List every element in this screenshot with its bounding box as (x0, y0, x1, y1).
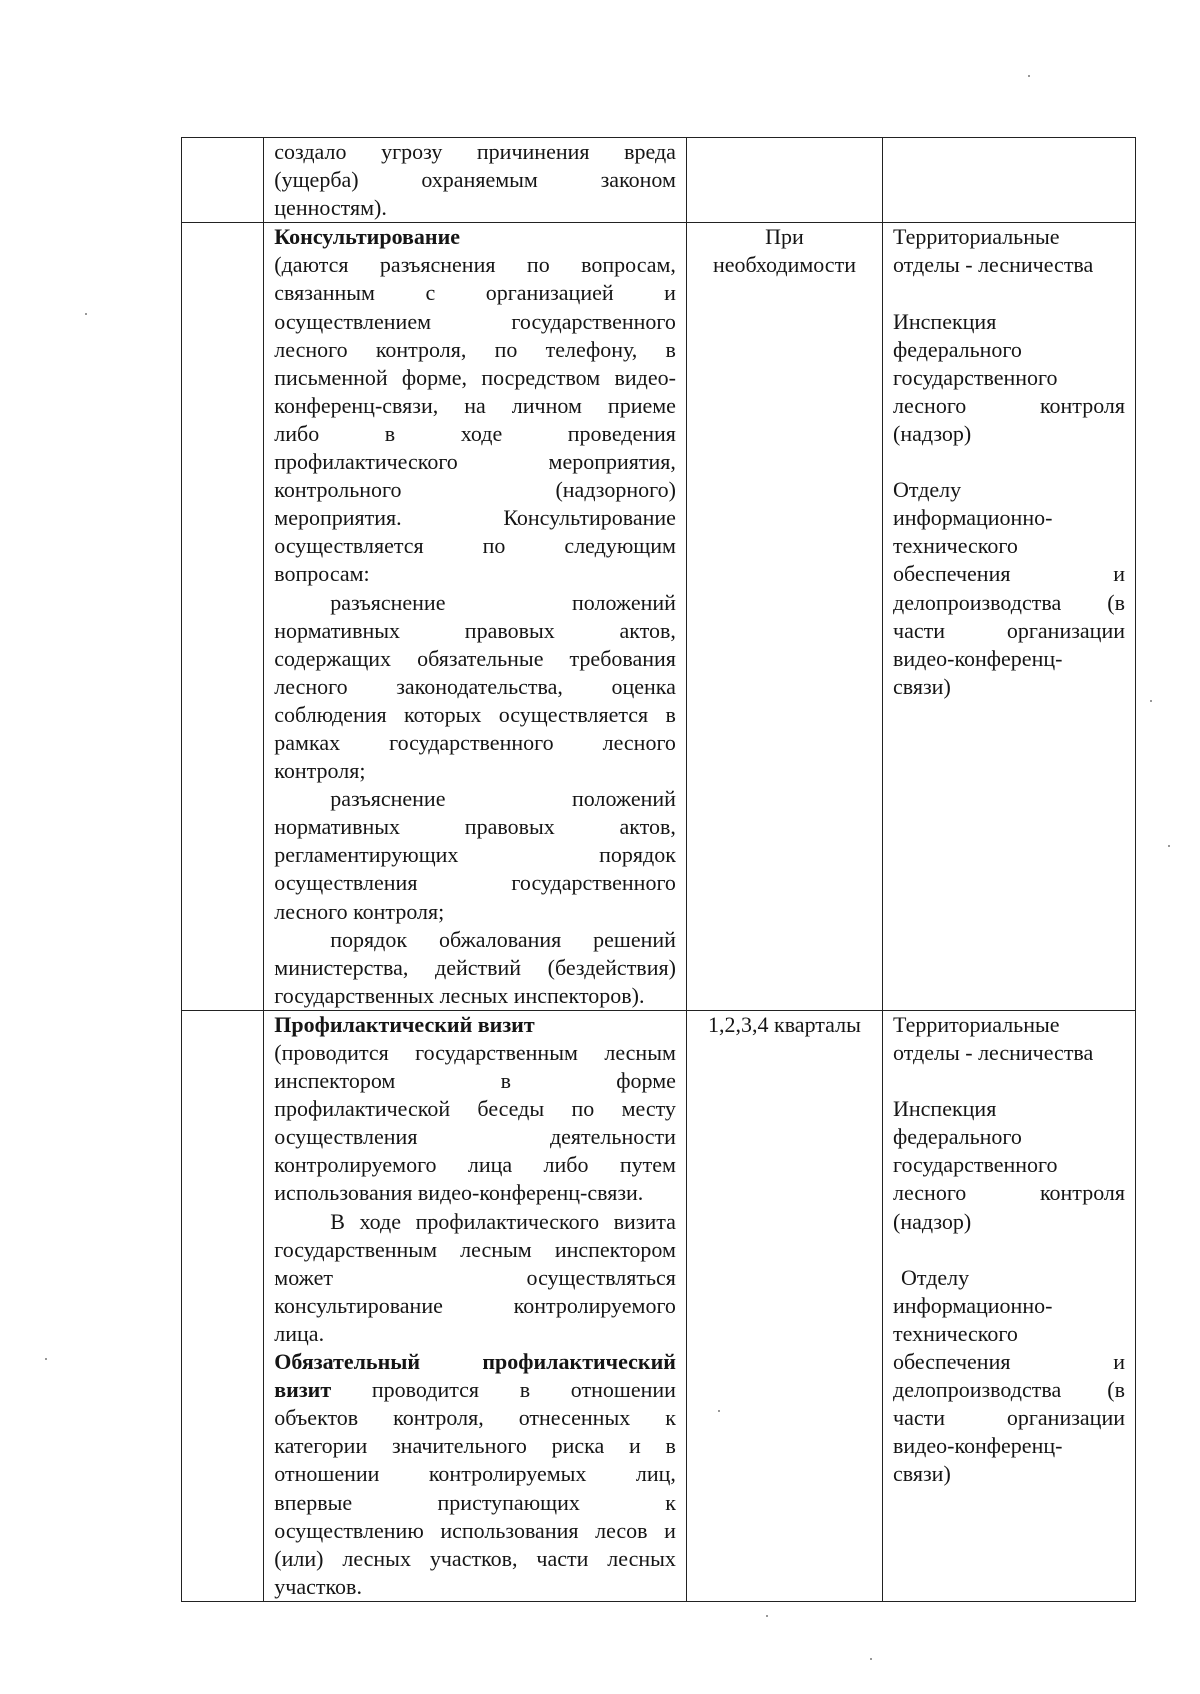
text-line: контролируемого лица либо путем (274, 1152, 676, 1178)
row-number-cell (182, 1010, 264, 1601)
period-text: необходимости (712, 252, 856, 278)
text-line: может осуществляться (274, 1264, 676, 1290)
text-line: связанным с организацией и (274, 280, 676, 306)
text-line: нормативных правовых актов, (274, 814, 676, 840)
text-line: порядок обжалования решений (330, 926, 676, 952)
mandatory-visit-title-end: визит (274, 1377, 332, 1403)
text-line: вопросам: (274, 561, 370, 587)
measure-cell (264, 1010, 687, 1601)
responsible-cell (883, 138, 1136, 223)
text-line: осуществления деятельности (274, 1124, 676, 1150)
table-row (182, 138, 1136, 223)
responsible-line: Инспекция (893, 1096, 997, 1122)
scan-speck (1168, 845, 1170, 847)
text-line: государственным лесным инспектором (274, 1236, 676, 1262)
text-line: профилактического мероприятия, (274, 449, 676, 475)
text-line: (даются разъяснения по вопросам, (274, 252, 676, 278)
responsible-line: информационно- (893, 505, 1053, 531)
responsible-line: федерального (893, 336, 1022, 362)
measure-cell (264, 223, 687, 1011)
text-fragment: проводится в отношении (371, 1377, 676, 1403)
period-cell (686, 223, 882, 1011)
text-line: лица. (274, 1320, 325, 1346)
responsible-line: технического (893, 1320, 1018, 1346)
text-line: осуществлением государственного (274, 308, 676, 334)
scan-speck (85, 313, 87, 315)
responsible-line: лесного контроля (893, 1180, 1125, 1206)
text-line: контрольного (надзорного) (274, 477, 676, 503)
scan-speck (870, 1658, 872, 1660)
period-cell (686, 138, 882, 223)
responsible-line: отделы - лесничества (893, 1040, 1094, 1065)
text-line: разъяснение положений (330, 786, 676, 812)
responsible-line: видео-конференц- (893, 645, 1063, 671)
text-line: осуществляется по следующим (274, 533, 676, 559)
responsible-line: делопроизводства (в (893, 1377, 1125, 1403)
responsible-line: федерального (893, 1124, 1022, 1150)
period-cell (686, 1010, 882, 1601)
responsible-line: связи) (893, 1461, 951, 1487)
text-line: письменной форме, посредством видео- (274, 364, 676, 390)
text-line: министерства, действий (бездействия) (274, 954, 676, 980)
responsible-line: технического (893, 533, 1018, 559)
period-text: При (765, 224, 804, 250)
text-line: категории значительного риска и в (274, 1433, 676, 1459)
period-text: 1,2,3,4 кварталы (708, 1011, 861, 1037)
responsible-line: делопроизводства (в (893, 589, 1125, 615)
text-line: нормативных правовых актов, (274, 617, 676, 643)
text-line: (или) лесных участков, части лесных (274, 1545, 676, 1571)
responsible-line: государственного (893, 1152, 1058, 1178)
text-line: впервые приступающих к (274, 1489, 676, 1515)
text-line: содержащих обязательные требования (274, 645, 676, 671)
responsible-cell (883, 1010, 1136, 1601)
responsible-line: части организации (893, 1405, 1125, 1431)
text-line: конференц-связи, на личном приеме (274, 392, 676, 418)
responsible-line: (надзор) (893, 420, 972, 446)
responsible-line: Территориальные (893, 224, 1060, 250)
table-row (182, 223, 1136, 1011)
text-line: (проводится государственным лесным (274, 1040, 676, 1065)
responsible-line: государственного (893, 364, 1058, 390)
text-line: рамках государственного лесного (274, 729, 676, 755)
responsible-cell (883, 223, 1136, 1011)
responsible-line: видео-конференц- (893, 1433, 1063, 1459)
scan-speck (45, 1358, 47, 1360)
text-line (274, 1376, 676, 1404)
responsible-line: лесного контроля (893, 392, 1125, 418)
table-row (182, 1010, 1136, 1601)
text-line: отношении контролируемых лиц, (274, 1461, 676, 1487)
row-number-cell (182, 138, 264, 223)
text-line: соблюдения которых осуществляется в (274, 701, 676, 727)
measure-title: Профилактический визит (274, 1011, 535, 1037)
responsible-line: Отделу (893, 477, 962, 503)
text-line: регламентирующих порядок (274, 842, 676, 868)
scan-speck (766, 1615, 768, 1617)
text-line: участков. (274, 1573, 362, 1599)
text-line: осуществления государственного (274, 870, 676, 896)
responsible-line: информационно- (893, 1292, 1053, 1318)
text-line: разъяснение положений (330, 589, 676, 615)
text-line: использования видео-конференц-связи. (274, 1180, 644, 1206)
responsible-line: (надзор) (893, 1208, 972, 1234)
text-line: инспектором в форме (274, 1068, 676, 1094)
text-line: контроля; (274, 758, 366, 784)
text-line: лесного контроля, по телефону, в (274, 336, 676, 362)
text-line: консультирование контролируемого (274, 1292, 676, 1318)
text-line: создало угрозу причинения вреда (274, 139, 676, 164)
mandatory-visit-title: Обязательный профилактический (274, 1349, 676, 1375)
responsible-line: обеспечения и (893, 561, 1125, 587)
scan-speck (1028, 75, 1030, 77)
text-line: лесного законодательства, оценка (274, 673, 676, 699)
scan-speck (718, 1410, 720, 1412)
responsible-line: связи) (893, 673, 951, 699)
text-line: В ходе профилактического визита (330, 1208, 676, 1234)
text-line: объектов контроля, отнесенных к (274, 1405, 676, 1431)
responsible-line: отделы - лесничества (893, 252, 1094, 278)
responsible-line: обеспечения и (893, 1349, 1125, 1375)
measure-cell (264, 138, 687, 223)
text-line: профилактической беседы по месту (274, 1096, 676, 1122)
responsible-line: части организации (893, 617, 1125, 643)
measure-title: Консультирование (274, 224, 461, 250)
text-line: осуществлению использования лесов и (274, 1517, 676, 1543)
responsible-line: Отделу (901, 1264, 970, 1290)
text-line: ценностям). (274, 195, 387, 221)
text-line: (ущерба) охраняемым законом (274, 167, 676, 193)
text-line: лесного контроля; (274, 898, 445, 924)
responsible-line: Инспекция (893, 308, 997, 334)
text-line: государственных лесных инспекторов). (274, 982, 645, 1008)
row-number-cell (182, 223, 264, 1011)
scan-speck (1150, 700, 1152, 702)
text-line: либо в ходе проведения (274, 420, 676, 446)
responsible-line: Территориальные (893, 1011, 1060, 1037)
text-line: мероприятия. Консультирование (274, 505, 676, 531)
prevention-measures-table (181, 137, 1136, 1602)
